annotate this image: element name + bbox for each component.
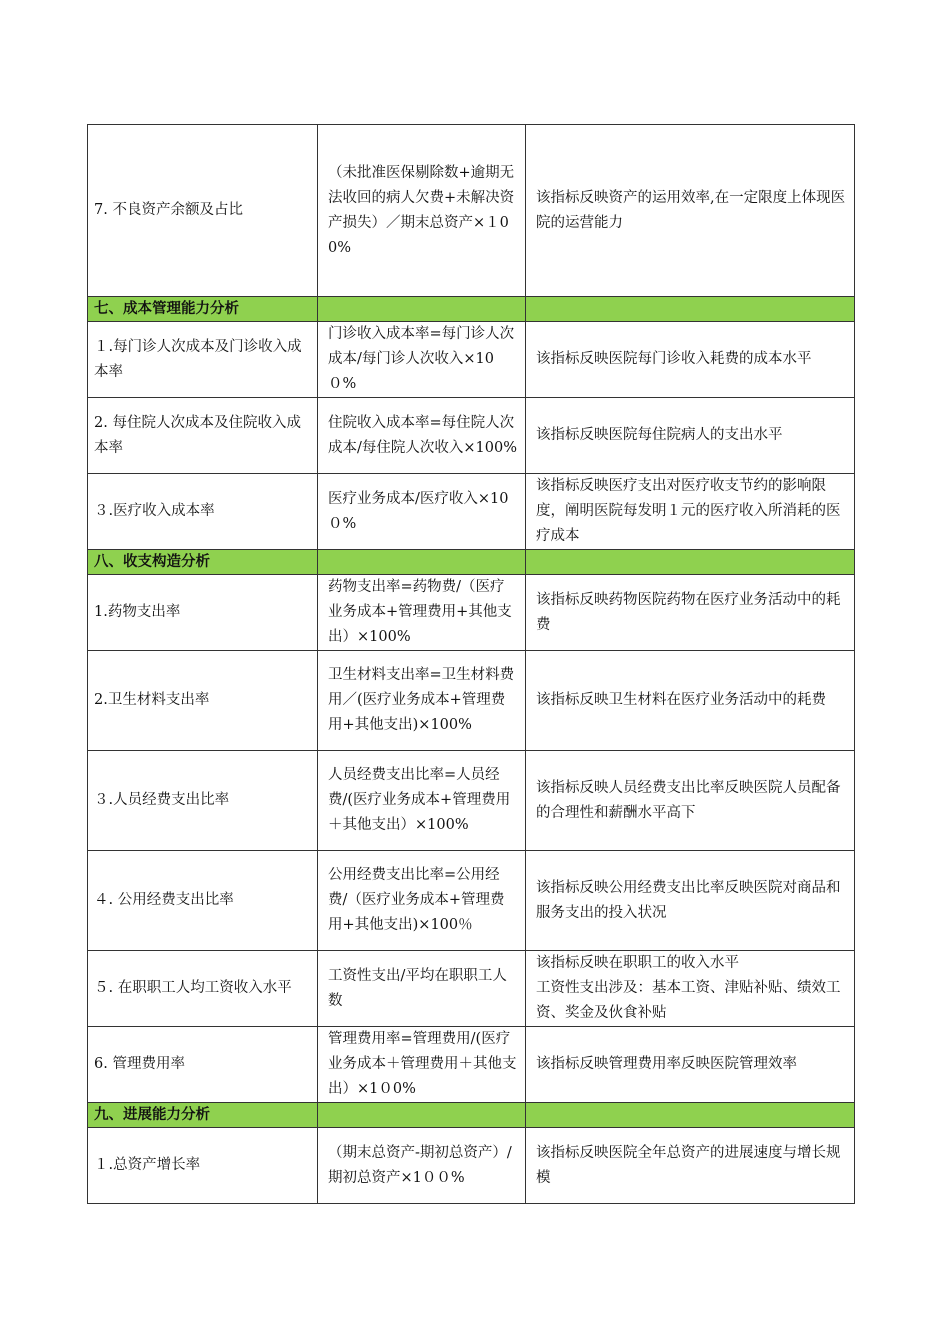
table-row [88,398,855,474]
indicator-table [87,124,855,1204]
indicator-description: 该指标反映卫生材料在医疗业务活动中的耗费 [526,651,855,751]
indicator-name: １.每门诊人次成本及门诊收入成本率 [88,322,318,398]
indicator-formula: 门诊收入成本率=每门诊人次成本/每门诊人次收入×10０% [318,322,526,398]
indicator-description: 该指标反映公用经费支出比率反映医院对商品和服务支出的投入状况 [526,851,855,951]
table-row [88,474,855,550]
indicator-name: ４. 公用经费支出比率 [88,851,318,951]
section-row [88,1103,855,1128]
indicator-description: 该指标反映在职职工的收入水平 工资性支出涉及：基本工资、津贴补贴、绩效工资、奖金及伙食补贴 [526,951,855,1027]
indicator-formula: 住院收入成本率=每住院人次成本/每住院人次收入×100% [318,398,526,474]
indicator-formula: 公用经费支出比率=公用经费/（医疗业务成本+管理费用+其他支出)×100％ [318,851,526,951]
indicator-description: 该指标反映医院每门诊收入耗费的成本水平 [526,322,855,398]
section-title: 八、收支构造分析 [88,550,318,575]
indicator-formula: 工资性支出/平均在职职工人数 [318,951,526,1027]
indicator-description: 该指标反映药物医院药物在医疗业务活动中的耗费 [526,575,855,651]
indicator-formula: 人员经费支出比率=人员经费/(医疗业务成本+管理费用＋其他支出）×100% [318,751,526,851]
indicator-name: 6. 管理费用率 [88,1027,318,1103]
indicator-name: ５. 在职职工人均工资收入水平 [88,951,318,1027]
indicator-formula: 管理费用率=管理费用/(医疗业务成本＋管理费用＋其他支出）×1０0% [318,1027,526,1103]
section-title: 七、成本管理能力分析 [88,297,318,322]
section-title: 九、进展能力分析 [88,1103,318,1128]
table-row [88,1027,855,1103]
indicator-name: 2. 每住院人次成本及住院收入成本率 [88,398,318,474]
section-row [88,550,855,575]
indicator-name: １.总资产增长率 [88,1128,318,1204]
indicator-description: 该指标反映管理费用率反映医院管理效率 [526,1027,855,1103]
indicator-name: ３.医疗收入成本率 [88,474,318,550]
table-row [88,322,855,398]
indicator-description: 该指标反映医院每住院病人的支出水平 [526,398,855,474]
table-row [88,651,855,751]
section-row [88,297,855,322]
indicator-formula: （期末总资产-期初总资产）/期初总资产×1００% [318,1128,526,1204]
indicator-description: 该指标反映医院全年总资产的进展速度与增长规模 [526,1128,855,1204]
table-row [88,1128,855,1204]
indicator-description: 该指标反映资产的运用效率,在一定限度上体现医院的运营能力 [526,125,855,297]
indicator-name: 1.药物支出率 [88,575,318,651]
table-row [88,125,855,297]
indicator-name: 7. 不良资产余额及占比 [88,125,318,297]
indicator-name: ３.人员经费支出比率 [88,751,318,851]
indicator-formula: 卫生材料支出率=卫生材料费用／(医疗业务成本+管理费用+其他支出)×100% [318,651,526,751]
table-row [88,575,855,651]
indicator-description: 该指标反映人员经费支出比率反映医院人员配备的合理性和薪酬水平高下 [526,751,855,851]
indicator-name: 2.卫生材料支出率 [88,651,318,751]
indicator-formula: 医疗业务成本/医疗收入×10０% [318,474,526,550]
indicator-description: 该指标反映医疗支出对医疗收支节约的影响限度，阐明医院每发明１元的医疗收入所消耗的医疗成本 [526,474,855,550]
indicator-formula: （未批准医保剔除数+逾期无法收回的病人欠费+未解决资产损失）／期末总资产×１00% [318,125,526,297]
table-row [88,751,855,851]
table-row [88,851,855,951]
table-row [88,951,855,1027]
indicator-formula: 药物支出率=药物费/（医疗业务成本+管理费用+其他支出）×100% [318,575,526,651]
